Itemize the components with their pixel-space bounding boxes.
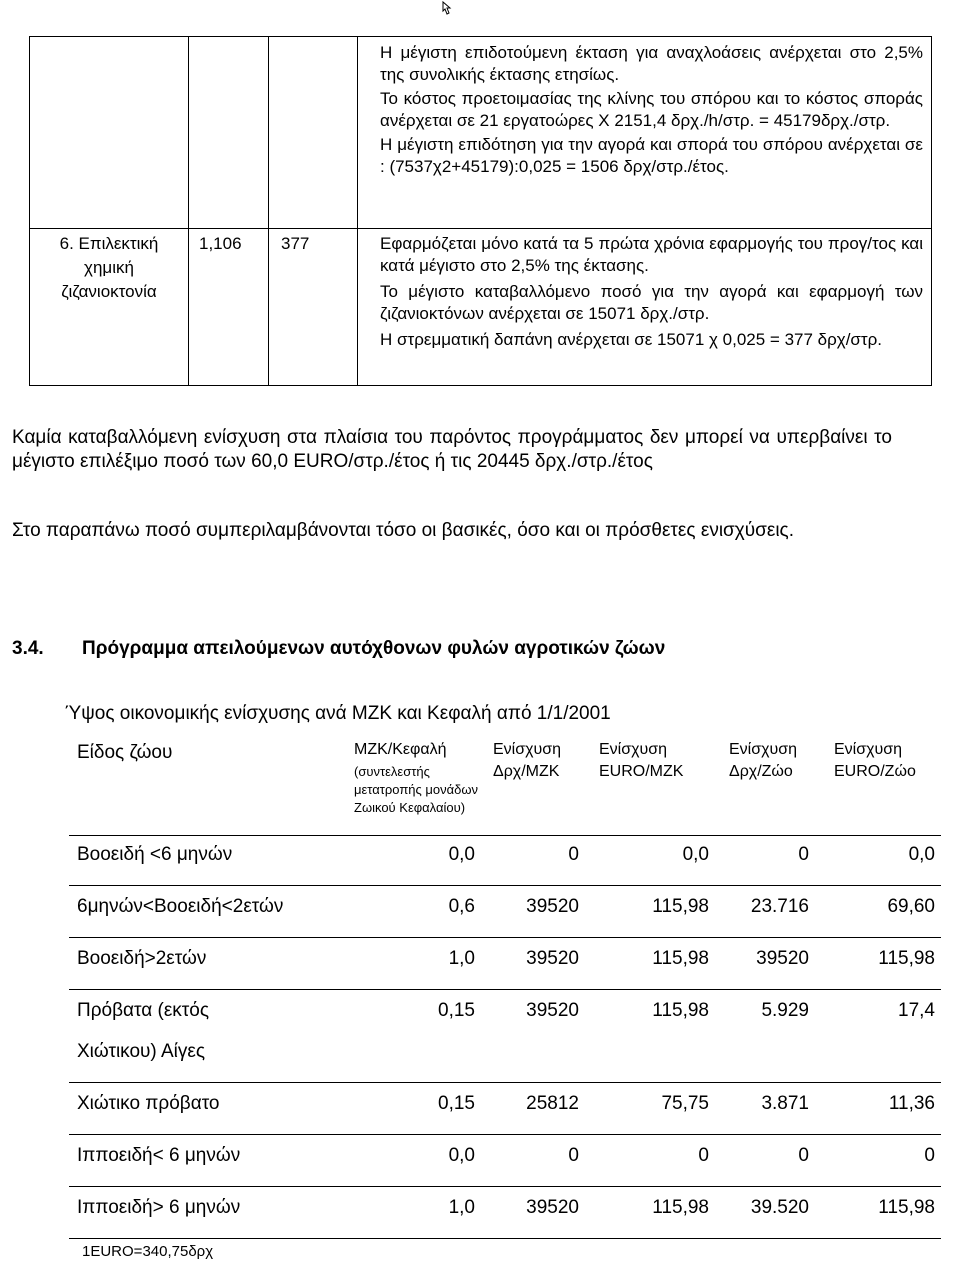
section-title: Πρόγραμμα απειλούμενων αυτόχθονων φυλών αγροτικών ζώων	[82, 638, 666, 659]
cell-euro-mzk: 0	[698, 1145, 709, 1166]
cell-drx-mzk: 39520	[526, 948, 579, 969]
row-divider	[69, 1082, 941, 1083]
table-cell	[189, 229, 269, 386]
cell-euro-animal: 11,36	[888, 1093, 935, 1114]
body-paragraph: Καμία καταβαλλόμενη ενίσχυση στα πλαίσια του παρόντος προγράμματος δεν μπορεί να υπερβαίνει το μέγιστο επιλέξιμο ποσό των 60,0 EURO/στρ./έτος ή τις 20445 δρχ./στρ./έτος	[12, 427, 892, 472]
cell-paragraph: Η μέγιστη επιδότηση για την αγορά και σπορά του σπόρου ανέρχεται σε : (7537χ2+45179):0,025 = 1506 δρχ/στρ./έτος.	[380, 135, 923, 176]
cell-drx-animal: 39520	[756, 948, 809, 969]
cell-animal: Χιώτικου) Αίγες	[77, 1041, 205, 1062]
cell-mzk: 0,15	[438, 1093, 475, 1114]
table-caption: Ύψος οικονομικής ενίσχυσης ανά ΜΖΚ και Κεφαλή από 1/1/2001	[65, 703, 611, 724]
body-paragraph: Στο παραπάνω ποσό συμπεριλαμβάνονται τόσο οι βασικές, όσο και οι πρόσθετες ενισχύσεις.	[12, 520, 794, 541]
header-mzk: ΜΖΚ/Κεφαλή	[354, 741, 447, 758]
measure-value-1: 1,106	[199, 234, 242, 253]
cell-animal: Ιπποειδή> 6 μηνών	[77, 1197, 241, 1218]
cell-drx-mzk: 0	[568, 1145, 579, 1166]
cell-euro-mzk: 115,98	[652, 1197, 709, 1218]
cell-animal: Βοοειδή <6 μηνών	[77, 844, 233, 865]
cell-euro-mzk: 115,98	[652, 948, 709, 969]
cell-mzk: 0,0	[448, 844, 475, 865]
cell-euro-mzk: 115,98	[652, 896, 709, 917]
cell-drx-mzk: 25812	[526, 1093, 579, 1114]
cell-animal: Πρόβατα (εκτός	[77, 1000, 210, 1021]
cell-animal: Ιπποειδή< 6 μηνών	[77, 1145, 241, 1166]
cell-paragraph: Εφαρμόζεται μόνο κατά τα 5 πρώτα χρόνια εφαρμογής του προγ/τος και κατά μέγιστο στο 2,5% της έκτασης.	[380, 234, 923, 275]
cell-drx-mzk: 39520	[526, 1197, 579, 1218]
cell-paragraph: Η μέγιστη επιδοτούμενη έκταση για αναχλοάσεις ανέρχεται στο 2,5% της συνολικής έκτασης ετησίως.	[380, 43, 923, 84]
cell-euro-animal: 0,0	[908, 844, 935, 865]
cell-euro-animal: 115,98	[878, 948, 935, 969]
row-divider	[69, 885, 941, 886]
cell-paragraph: Το κόστος προετοιμασίας της κλίνης του σπόρου και το κόστος σποράς ανέρχεται σε 21 εργατοώρες Χ 2151,4 δρχ./h/στρ. = 45179δρχ./στρ.	[380, 89, 923, 130]
table-row	[30, 37, 932, 229]
cell-paragraph: Η στρεμματική δαπάνη ανέρχεται σε 15071 χ 0,025 = 377 δρχ/στρ.	[380, 330, 883, 349]
header-animal: Είδος ζώου	[77, 742, 173, 763]
cell-mzk: 1,0	[448, 948, 475, 969]
row-divider	[69, 835, 941, 836]
header-aid-euro-animal: Ενίσχυση EURO/Ζώο	[834, 741, 916, 780]
table-cell	[30, 37, 189, 229]
cell-drx-animal: 39.520	[750, 1197, 809, 1218]
measures-table	[29, 36, 932, 386]
section-number: 3.4.	[12, 638, 44, 659]
table-cell	[269, 37, 358, 229]
cell-drx-animal: 23.716	[750, 896, 809, 917]
table-row	[30, 229, 932, 386]
cell-animal: Χιώτικο πρόβατο	[77, 1093, 220, 1114]
cell-euro-mzk: 0,0	[682, 844, 709, 865]
cell-euro-animal: 69,60	[887, 896, 935, 917]
table-cell	[269, 229, 358, 386]
row-divider	[69, 1134, 941, 1135]
cell-drx-mzk: 0	[568, 844, 579, 865]
row-divider	[69, 1238, 941, 1239]
row-divider	[69, 989, 941, 990]
row-divider	[69, 937, 941, 938]
cell-euro-animal: 17,4	[898, 1000, 935, 1021]
cell-mzk: 1,0	[448, 1197, 475, 1218]
cell-drx-animal: 3.871	[761, 1093, 809, 1114]
table-cell	[30, 229, 189, 386]
header-aid-drx-animal: Ενίσχυση Δρχ/Ζώο	[729, 741, 798, 780]
cell-animal: 6μηνών<Βοοειδή<2ετών	[77, 896, 284, 917]
section-heading	[12, 637, 665, 661]
row-divider	[69, 1186, 941, 1187]
cell-paragraph: Το μέγιστο καταβαλλόμενο ποσό για την αγορά και εφαρμογή των ζιζανιοκτόνων ανέρχεται σε 15071 δρχ./στρ.	[380, 282, 923, 323]
cell-euro-animal: 115,98	[878, 1197, 935, 1218]
cell-drx-animal: 0	[798, 844, 809, 865]
cell-mzk: 0,0	[448, 1145, 475, 1166]
cell-euro-animal: 0	[924, 1145, 935, 1166]
header-aid-euro-mzk: Ενίσχυση EURO/ΜΖΚ	[599, 741, 684, 780]
header-mzk-note: (συντελεστής μετατροπής μονάδων Ζωικού Κεφαλαίου)	[354, 764, 479, 815]
measure-value-2: 377	[281, 234, 310, 253]
measure-category: 6. Επιλεκτική χημική ζιζανιοκτονία	[59, 234, 159, 301]
cell-drx-mzk: 39520	[526, 1000, 579, 1021]
table-cell	[189, 37, 269, 229]
cell-mzk: 0,6	[448, 896, 475, 917]
cell-drx-animal: 5.929	[761, 1000, 809, 1021]
cell-euro-mzk: 75,75	[661, 1093, 709, 1114]
cell-drx-animal: 0	[798, 1145, 809, 1166]
header-aid-drx-mzk: Ενίσχυση Δρχ/ΜΖΚ	[493, 741, 562, 780]
cell-drx-mzk: 39520	[526, 896, 579, 917]
currency-footnote: 1EURO=340,75δρχ	[82, 1243, 214, 1260]
cell-mzk: 0,15	[438, 1000, 475, 1021]
cell-euro-mzk: 115,98	[652, 1000, 709, 1021]
cell-animal: Βοοειδή>2ετών	[77, 948, 207, 969]
table-cell	[358, 229, 932, 386]
table-cell	[358, 37, 932, 229]
mouse-icon	[437, 0, 455, 18]
